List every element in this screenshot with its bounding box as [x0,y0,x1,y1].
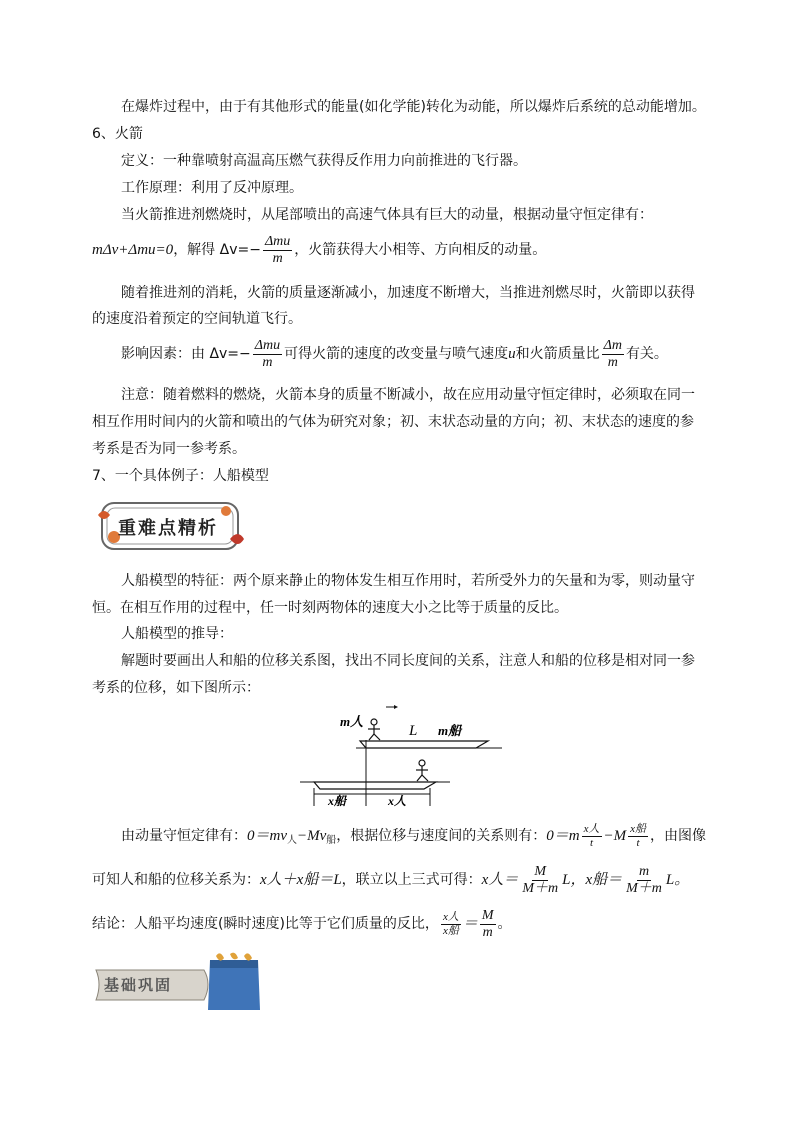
eqm-c: −Mv [297,828,327,844]
label-x-person: x人 [388,794,407,808]
eqr-f1d: M＋m [522,880,559,896]
person-boat-diagram [292,704,507,808]
note-line-1: 注意：随着燃料的燃烧，火箭本身的质量不断减小，故在应用动量守恒定律时，必须取在同一 [121,387,695,403]
eq1-lhs: mΔv+Δmu=0 [92,242,174,258]
eq1-num: Δmu [264,233,291,249]
consume-text-1: 随着推进剂的消耗，火箭的质量逐渐减小，加速度不断增大，当推进剂燃尽时，火箭即以获得 [121,285,695,301]
concl-frac-1 [441,911,461,938]
label-x-boat: x船 [328,794,347,808]
banner-basic-consolidation-label: 基础巩固 [104,976,173,994]
eqm-d: ，根据位移与速度间的关系则有： [336,828,547,844]
factor-den1: m [262,354,273,370]
label-m-boat: m船 [438,723,462,738]
eqr-frac-2 [624,864,664,897]
eqm-c-sub: 船 [326,835,337,846]
factor-den2: m [607,354,618,370]
eqm-e: 0＝m [546,828,580,844]
eqm-f1d: t [590,836,594,849]
factor-num1: Δmu [254,337,281,353]
momentum-equation-line [121,818,706,859]
factor-d: 有关。 [625,346,668,362]
eq1-mid: ，解得 Δv=− [173,242,261,258]
banner-key-points-label: 重难点精析 [118,518,218,539]
factor-fraction-2 [602,338,624,371]
eqr-f1n: M [534,863,547,879]
solve-line-2: 考系的位移，如下图所示： [92,680,260,696]
feature-line-1: 人船模型的特征：两个原来静止的物体发生相互作用时，若所受外力的矢量和为零，则动量守 [121,573,695,589]
eqr-g: L。 [665,872,690,888]
factor-num2: Δm [603,337,622,353]
rocket-momentum-text: 当火箭推进剂燃烧时，从尾部喷出的高速气体具有巨大的动量，根据动量守恒定律有： [121,207,653,223]
equation-rocket-momentum [92,232,546,268]
eq1-tail: ，火箭获得大小相等、方向相反的动量。 [294,242,547,258]
concl-f2n: M [481,907,494,923]
eqm-b-sub: 人 [287,835,297,846]
rocket-definition: 定义：一种靠喷射高温高压燃气获得反作用力向前推进的飞行器。 [121,153,527,169]
eqm-f2d: t [636,836,640,849]
eqm-frac-2 [628,823,648,850]
concl-a: 结论：人船平均速度(瞬时速度)比等于它们质量的反比， [92,916,439,932]
banner-basic-consolidation [92,952,272,1014]
person-boat-diagram-svg [292,704,507,808]
label-L: L [409,723,418,739]
consume-text-2: 的速度沿着预定的空间轨道飞行。 [92,311,302,327]
factor-u: u [508,346,516,362]
heading-person-boat: 7、一个具体例子：人船模型 [92,468,269,484]
eq1-den: m [272,250,283,266]
eq1-fraction [263,234,292,267]
eqr-a: 可知人和船的位移关系为： [92,872,260,888]
eqr-f2d: M＋m [626,880,662,896]
eqm-h: ，由图像 [650,828,707,844]
factor-line [121,336,668,372]
note-line-3: 考系是否为同一参考系。 [92,441,246,457]
label-m-person: m人 [340,714,364,729]
conclusion-line [92,906,512,942]
eqr-b: x人＋x船＝L [260,872,342,888]
eqm-f1n: x人 [583,822,600,835]
concl-end: 。 [497,916,512,932]
paragraph-explosion-energy: 在爆炸过程中，由于有其他形式的能量(如化学能)转化为动能，所以爆炸后系统的总动能增加。 [121,99,706,115]
note-line-2: 相互作用时间内的火箭和喷出的气体为研究对象；初、末状态动量的方向；初、末状态的速度的参 [92,414,694,430]
solve-line-1: 解题时要画出人和船的位移关系图，找出不同长度间的关系，注意人和船的位移是相对同一参 [121,653,695,669]
concl-f1n: x人 [442,910,459,923]
eqm-frac-1 [582,823,602,850]
heading-rocket: 6、火箭 [92,126,143,142]
eqr-f2n: m [638,863,650,879]
factor-a: 影响因素：由 Δv=− [121,346,251,362]
feature-line-2: 恒。在相互作用的过程中，任一时刻两物体的速度大小之比等于质量的反比。 [92,600,568,616]
concl-f1d: x船 [442,924,459,937]
rocket-principle: 工作原理：利用了反冲原理。 [121,180,303,196]
eqm-b: 0＝mv [247,828,287,844]
eqm-g: −M [603,828,627,844]
factor-b: 可得火箭的速度的改变量与喷气速度 [284,346,509,362]
concl-frac-2 [480,908,496,941]
eqr-e: L， [562,872,586,888]
factor-fraction-1 [253,338,282,371]
derivation-title: 人船模型的推导： [121,626,233,642]
displacement-relation-line [92,862,689,898]
eqr-d: x人＝ [481,872,519,888]
concl-eq: ＝ [462,916,478,932]
eqr-c: ，联立以上三式可得： [341,872,482,888]
eqr-frac-1 [520,864,560,897]
eqr-f: x船＝ [585,872,623,888]
factor-c: 和火箭质量比 [515,346,600,362]
eqm-a: 由动量守恒定律有： [121,828,247,844]
eqm-f2n: x船 [630,822,647,835]
banner-key-points [96,493,244,559]
concl-f2d: m [482,924,493,940]
